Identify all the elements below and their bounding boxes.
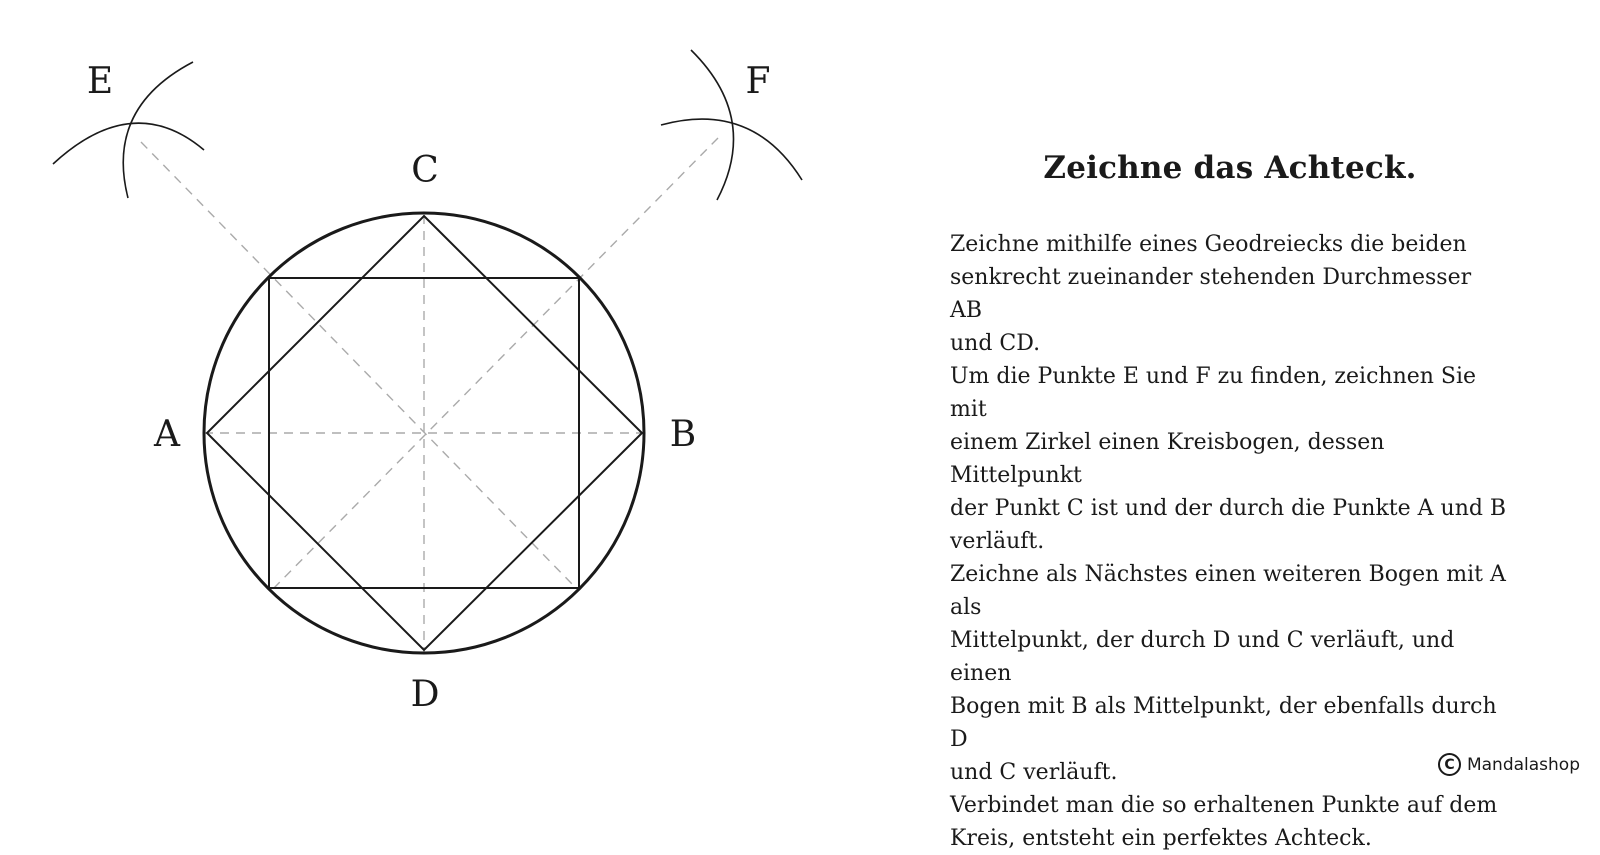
- instruction-line: Verbindet man die so erhaltenen Punkte auf dem: [950, 793, 1498, 818]
- instruction-line: Bogen mit B als Mittelpunkt, der ebenfalls durch D: [950, 694, 1497, 752]
- instruction-line: Mittelpunkt, der durch D und C verläuft, und einen: [950, 628, 1455, 686]
- label-e: E: [86, 61, 114, 102]
- instructions-body: [950, 228, 1510, 855]
- instruction-line: und CD.: [950, 331, 1041, 356]
- instruction-line: Um die Punkte E und F zu finden, zeichnen Sie mit: [950, 364, 1477, 422]
- copyright-notice: [1438, 753, 1580, 776]
- brand-name: Mandalashop: [1466, 754, 1580, 775]
- instructions-title: Zeichne das Achteck.: [1043, 150, 1417, 186]
- diagonal-e-dashed: [141, 142, 574, 586]
- diagonal-f-dashed: [272, 138, 718, 590]
- instruction-line: verläuft.: [950, 529, 1045, 554]
- arc-e-vertical: [123, 62, 193, 198]
- arc-f-vertical: [691, 50, 734, 200]
- copyright-icon: C: [1438, 753, 1461, 776]
- instruction-line: Zeichne als Nächstes einen weiteren Bogen mit A als: [950, 562, 1506, 620]
- instruction-line: einem Zirkel einen Kreisbogen, dessen Mittelpunkt: [950, 430, 1385, 488]
- label-b: B: [669, 414, 697, 455]
- instruction-line: senkrecht zueinander stehenden Durchmesser AB: [950, 265, 1472, 323]
- label-d: D: [410, 674, 440, 715]
- instruction-line: und C verläuft.: [950, 760, 1118, 785]
- arc-f-horizontal: [661, 119, 802, 180]
- instructions-panel: [950, 150, 1510, 855]
- instruction-line: der Punkt C ist und der durch die Punkte A und B: [950, 496, 1507, 521]
- instruction-line: Kreis, entsteht ein perfektes Achteck.: [950, 826, 1372, 851]
- instruction-line: Zeichne mithilfe eines Geodreiecks die beiden: [950, 232, 1467, 257]
- label-a: A: [154, 414, 180, 455]
- label-f: F: [745, 61, 771, 102]
- label-c: C: [411, 150, 439, 191]
